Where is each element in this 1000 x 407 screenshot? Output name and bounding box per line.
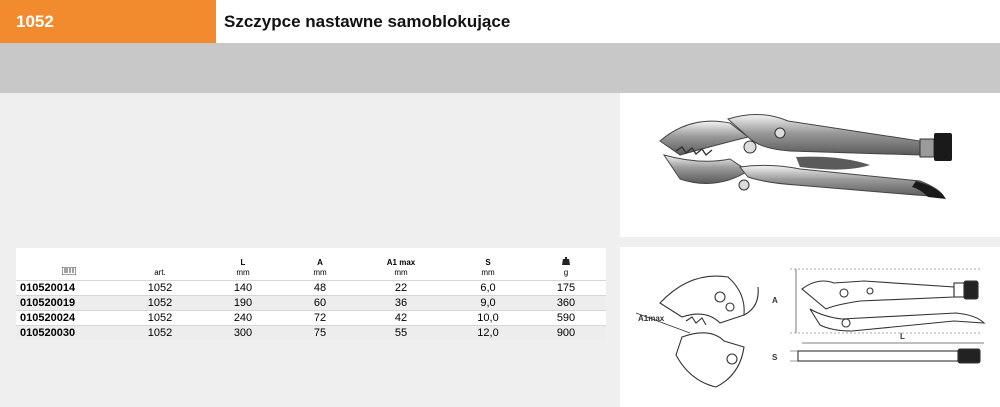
col-weight: g — [526, 248, 606, 280]
col-a: A mm — [288, 248, 352, 280]
col-a1max: A1 max mm — [352, 248, 450, 280]
label-l: L — [900, 332, 905, 341]
label-a: A — [772, 296, 778, 305]
col-s: S mm — [450, 248, 526, 280]
page-header — [0, 0, 1000, 43]
table-row: 010520030 1052 300 75 55 12,0 900 — [16, 325, 606, 340]
page-title: Szczypce nastawne samoblokujące — [224, 12, 511, 31]
technical-drawing — [620, 247, 1000, 407]
table-row: 010520024 1052 240 72 42 10,0 590 — [16, 310, 606, 325]
specification-table — [16, 248, 606, 340]
table-row: 010520019 1052 190 60 36 9,0 360 — [16, 295, 606, 310]
label-a1max: A1max — [638, 314, 665, 323]
dimension-drawing — [620, 247, 1000, 407]
product-code: 1052 — [0, 0, 216, 43]
weight-icon — [562, 257, 570, 265]
col-l: L mm — [198, 248, 288, 280]
table-row: 010520014 1052 140 48 22 6,0 175 — [16, 280, 606, 295]
locking-pliers-photo — [620, 93, 1000, 237]
label-s: S — [772, 353, 778, 362]
col-article-number — [16, 248, 122, 280]
col-art: art. — [122, 248, 198, 280]
header-band — [0, 43, 1000, 93]
table-header-row — [16, 248, 606, 280]
product-photo — [620, 93, 1000, 237]
barcode-icon — [62, 267, 76, 275]
